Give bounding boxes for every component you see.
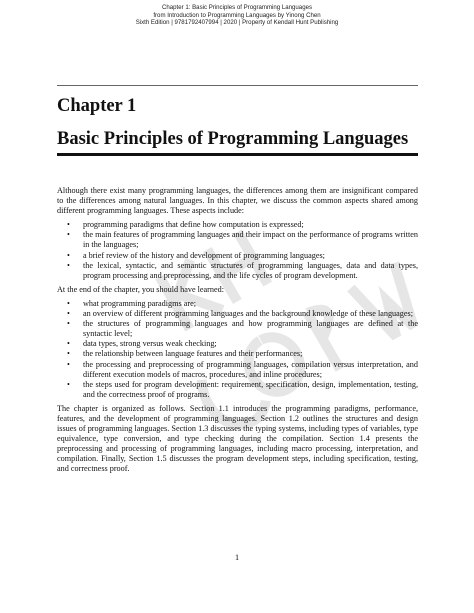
bullet-icon: •: [67, 250, 70, 260]
title-rule: [57, 153, 418, 156]
bullet-item: [57, 349, 418, 359]
aspects-list: [57, 220, 418, 281]
bullet-item: [57, 261, 418, 281]
bullet-item: [57, 309, 418, 319]
bullet-icon: •: [67, 349, 70, 359]
organization-paragraph: The chapter is organized as follows. Section 1.1 introduces the programming paradigms, performance, features, and the development of programming languages. Section 1.2 outlines the structures and design issues of programming languages. Section 1.3 discusses the typing systems, including types of variables, type equivalence, type conversion, and type checking during the compilation. Section 1.4 presents the preprocessing and processing of programming languages, including macro processing, interpretation, and compilation. Finally, Section 1.5 discusses the program development steps, including specification, testing, and correctness proof.: [57, 403, 418, 474]
bullet-text: what programming paradigms are;: [83, 298, 196, 308]
bullet-item: [57, 339, 418, 349]
bullet-text: the lexical, syntactic, and semantic structures of programming languages, data and data types, program processing and preprocessing, and the life cycles of program development.: [83, 260, 418, 280]
bullet-text: programming paradigms that define how computation is expressed;: [83, 220, 304, 230]
bullet-icon: •: [67, 260, 70, 270]
header-line-1: Chapter 1: Basic Principles of Programming Languages: [161, 4, 313, 11]
bullet-item: [57, 319, 418, 339]
bullet-icon: •: [67, 359, 70, 369]
bullet-text: the processing and preprocessing of programming languages, compilation versus interpretation, and different execution models of macros, procedures, and inline procedures;: [83, 359, 418, 379]
bullet-item: [57, 230, 418, 250]
header-line-3: Sixth Edition | 9781792407994 | 2020 | Property of Kendall Hunt Publishing: [135, 19, 339, 27]
bullet-text: a brief review of the history and development of programming languages;: [83, 250, 325, 260]
bullet-icon: •: [67, 309, 70, 319]
bullet-icon: •: [67, 319, 70, 329]
bullet-text: an overview of different programming languages and the background knowledge of these languages;: [83, 309, 413, 319]
learned-intro: At the end of the chapter, you should have learned:: [57, 284, 225, 294]
bullet-icon: •: [67, 379, 70, 389]
chapter-body: [57, 186, 418, 479]
bullet-item: [57, 299, 418, 309]
bullet-icon: •: [67, 230, 70, 240]
header-line-2: from Introduction to Programming Languages by Yinong Chen: [153, 11, 321, 19]
bullet-icon: •: [67, 220, 70, 230]
bullet-text: the structures of programming languages and how programming languages are defined at the syntactic level;: [83, 319, 418, 339]
bullet-icon: •: [67, 298, 70, 308]
bullet-text: data types, strong versus weak checking;: [83, 339, 217, 349]
bullet-item: [57, 251, 418, 261]
bullet-text: the steps used for program development: requirement, specification, design, implementation, testing, and the correctness proof of programs.: [83, 379, 418, 399]
top-rule: [57, 85, 418, 86]
page-number: 1: [234, 553, 240, 562]
bullet-item: [57, 220, 418, 230]
chapter-title: Basic Principles of Programming Languages: [57, 129, 409, 149]
bullet-text: the relationship between language features and their performances;: [83, 349, 303, 359]
bullet-item: [57, 380, 418, 400]
bullet-icon: •: [67, 339, 70, 349]
running-header: [0, 4, 474, 27]
intro-paragraph: Although there exist many programming languages, the differences among them are insignificant compared to the differences among natural languages. In this chapter, we discuss the common aspects shared among different programming languages. These aspects include:: [57, 186, 418, 216]
learned-list: [57, 299, 418, 400]
chapter-label: Chapter 1: [57, 96, 137, 116]
bullet-text: the main features of programming languages and their impact on the performance of programs written in the languages;: [83, 230, 418, 250]
bullet-item: [57, 360, 418, 380]
